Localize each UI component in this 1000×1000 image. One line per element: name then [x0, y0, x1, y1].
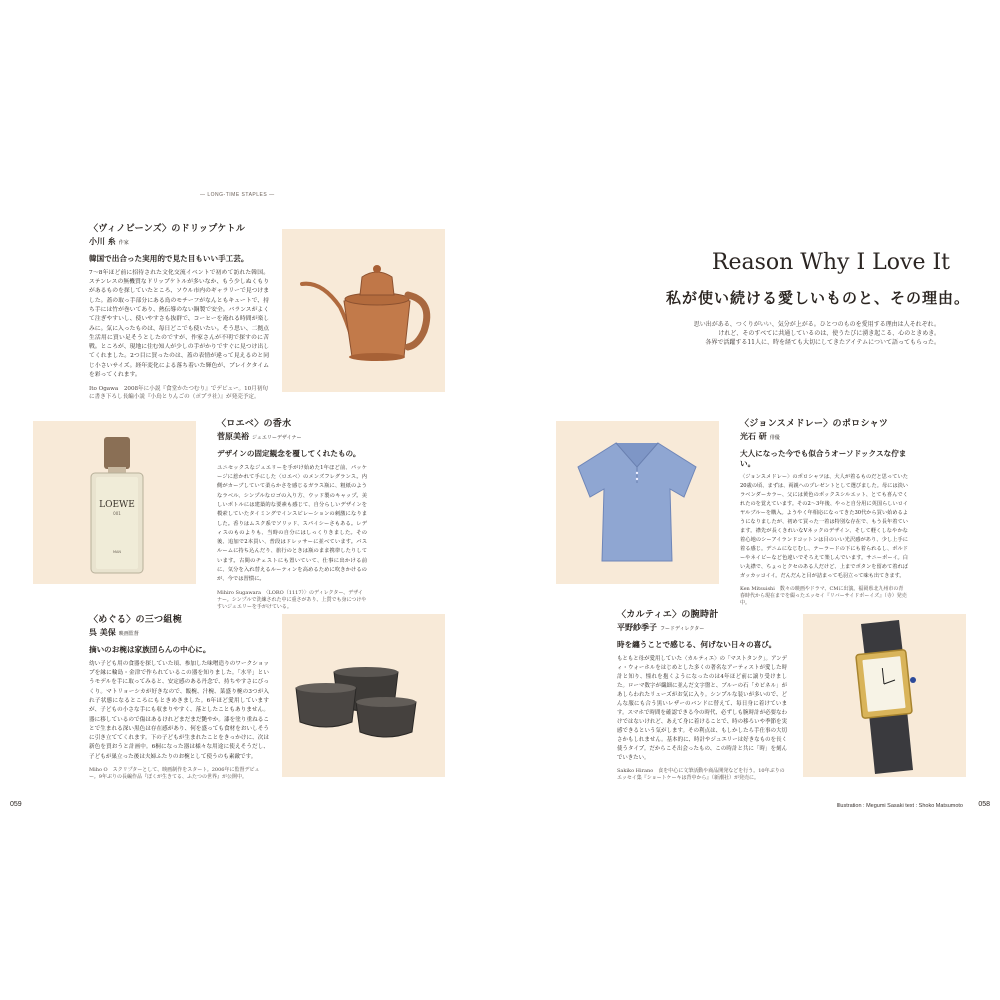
article-polo — [740, 420, 908, 607]
author-profile: Mihiro Sugawara 〈LORO（1117）〉のディレクター、デザイナー。シンプルで洗練された中に重さがあり、上質でも身につけやすいジュエリーを手がけている。 — [217, 589, 367, 610]
author-profile: Miho O スクリプターとして、映画制作をスタート。2006年に監督デビュー。9年ぶりの長編作品『ぼくが生きてる、ふたつの世界』が公開中。 — [89, 767, 260, 781]
perfume-illustration — [33, 421, 196, 584]
author-name: 呉 美保 映画監督 — [89, 626, 139, 637]
article-title: 〈ヴィノピーンズ〉のドリップケトル — [89, 224, 246, 234]
page-number-left: 059 — [10, 801, 22, 808]
article-title: 〈ロエベ〉の香水 — [217, 419, 292, 429]
author-profile: Sakiko Hirano 食を中心に文筆活動や商品開発などを行う。10年ぶりのエッセイ集『ショートケーキは背中から』（新潮社）が発売に。 — [617, 767, 785, 781]
headline-intro: 思い出がある、つくりがいい、気分が上がる。ひとつのものを愛用する理由は人それぞれ。 けれど、そのすべてに共通しているのは、使うたびに湧き起こる、心のときめき。 各界で活躍する11人に、時を経ても大切にしてきたアイテムについて語ってもらった。 — [693, 321, 940, 346]
headline-en: Reason Why I Love It — [711, 250, 950, 275]
article-body: もともと母が愛用していた〈カルティエ〉の「マストタンク」。アンディ・ウォーホルをはじめとした多くの著名なアーティストが愛した時計と知り、憧れを抱くようになったのは4年ほど前に譲り受けました。ローマ数字が繊細に並んだ文字盤と、ブルーの石「カビネル」があしらわれたリューズがお気に入り。シンプルな装いが多いので、どんな服にも合う黒いレザーのバンドに替えて、毎日身に着けています。スマホで時間を確認できる今の時代、必ずしも腕時計が必要なわけではないけれど、あえて身に着けることで、時の移ろいや季節を実感できるという気がします。その利点は、もしかしたら手仕事の大切さかもしれません。基本的に、時計やジュエリーは好きなものを長く使うタイプ。だからこそ出会ったもの、この時計と共に「時」を刻んでいきたい。 — [617, 655, 787, 761]
article-kettle — [89, 225, 269, 401]
article-body: ユニセックスなジュエリーを手がけ始めた1年ほど前、パッケージに惹かれて手にした〈ロエベ〉のメンズフレグランス。内側がカーブしていて柔らかさを感じるガラス瓶に、粗紙のようなラベル、シンプルなロゴの入り方、ウッド製のキャップ。美しいボトルには建築的な要素も感じて、自分らしいデザインを模索していたタイミングでインスピレーションの刺激になりました。香りはムスク系でソリッド、スパイシーさもある。レディスのものよりも、当時の自分にはしっくりきました。その後、追加で2本買い、普段はドレッサーに並べています。バスルームに持ち込んだり、旅行のときは瓶のまま携帯したりしています。古間のチェストにも置いていて、仕事に出かける前に、気分を入れ替えるルーティンを高めるために吹きかけるのが、今では習慣に。 — [217, 464, 367, 583]
author-name: 小川 糸 作家 — [89, 235, 129, 246]
author-profile: Ken Mitsuishi 数々の映画やドラマ、CMに出演。福岡県北九州市の青春時代から現在までを綴ったエッセイ『リバーサイドボーイズ』（寺）発売中。 — [740, 586, 907, 607]
author-role: 作家 — [118, 239, 129, 246]
author-role: フードディレクター — [660, 625, 705, 632]
article-title: 〈めぐる〉の三つ組椀 — [89, 615, 183, 625]
perfume-bottle-icon — [33, 421, 196, 584]
article-perfume — [217, 420, 367, 611]
author-name: 平野紗季子 フードディレクター — [617, 621, 705, 632]
perfume-brand: LOEWE — [99, 500, 135, 510]
author-role: 俳優 — [769, 434, 780, 441]
article-watch — [617, 611, 787, 782]
perfume-small: MAN — [112, 550, 122, 554]
article-body: 7〜8年ほど前に招待された文化交流イベントで初めて訪れた韓国。ステンレスの無機質なドリップケトルが多いなか、もう少しぬくもりがあるものを探していたところ、ソウル市内のギャラリーで見つけました。蓋の取っ手部分にある鳥のモチーフがなんともキュートで、持ち手には竹が巻いてあり、熱伝導のない銅製で安全。バランスがよくて注ぎやすいし、使いやすさも抜群で、コーヒーを淹れる時間が楽しみに。気に入ったものは、毎日どこでも使いたい。そう思い、二拠点生活用に買い足そうとしたのですが、作家さんが不明で探すのに苦戦。ところが、現地に住む知人が少しの手がかりですぐに見つけ出してくれました。2つ目に買ったのは、蓋の表情が違って見えるのと同じ小さいサイズ。経年変化による落ち着いた輝色が、ブレイクタイムを彩ってくれます。 — [89, 269, 269, 379]
author-name: 菅原美裕 ジュエリーデザイナー — [217, 430, 302, 441]
article-lead: 大人になった今でも似合うオーソドックスな佇まい。 — [740, 449, 907, 468]
article-lead: 時を纏うことで感じる、何げない日々の喜び。 — [617, 640, 777, 650]
article-title: 〈カルティエ〉の腕時計 — [617, 610, 719, 620]
bowls-icon — [282, 614, 445, 777]
article-body: 幼い子ども用の食器を探していた頃、参加した味噌造りのワークショップを縁に輪島・金津で作られているこの器を知りました。「水平」というモデルを手に取ってみると、安定感のある丹念で、持ちやすさにびっくり。マトリョーシカが好きなので、飯椀、汁椀、菜盛り椀の3つが入れ子状態になるところにもときめきました。6年ほど愛用していますが、子どもの小さな手にも収まりやすく、落としたこともありません。器に移しているので傷はあるけれどまだまだ艶やか。漆を塗り重ねることで生まれる深い黒色は存在感があり、何を盛っても食材をおいしそうに引き立ててくれます。下の子どもが生まれたことをきっかけに、次は新色を買おうと計画中。6桐になった器は様々な用途に使えそうだし、子どもが巣立った後は夫婦ふたりのお椀として使うのも素敵です。 — [89, 660, 269, 760]
article-lead: デザインの固定観念を覆してくれたもの。 — [217, 449, 361, 459]
article-lead: 韓国で出合った実用的で見た目もいい手工芸。 — [89, 254, 249, 264]
perfume-number: 001 — [113, 511, 121, 516]
article-lead: 摘いのお椀は家族団らんの中心に。 — [89, 645, 211, 655]
author-profile: Ito Ogawa 2008年に小説『食堂かたつむり』でデビュー。10月初旬に書き下ろし長編小説『小鳥とりんごの（ポプラ社）』が発売予定。 — [89, 386, 269, 401]
article-body: 〈ジョンスメドレー〉のポロシャツは、大人が着るものだと思っていた20歳の頃、まずは、両親へのプレゼントとして選びました。母には淡いラベンダーカラー、父には黄色のボックスシルエット、とても喜んでくれたのを覚えています。その2〜3年後、やっと自分用に英国らしいロイヤルブルーを購入。ようやく年相応になってきた30代から買い始めるようになりましたが、初めて買った一着は特別な存在で、もう長年着ています。襟先が長くきれいなVネックのデザイン、そして軽くしなやかな着心地のシーアイランドコットンは目のいい光沢感があり、少し上手に着る感じ。デニムになじむし、テーラードの下にも着られるし、ボルドーやネイビーなど色違いでそろえて楽しんでいます。サニーボーイ。白い丸襟で、ちょっとクセのある人だけど、上までボタンを留めて着ればガッカッコイイ。だんだんと目が詰まって毛羽立って味も出てきます。 — [740, 474, 908, 580]
page-number-right: 058 — [978, 801, 990, 808]
watch-illustration — [803, 614, 966, 777]
article-title: 〈ジョンスメドレー〉のポロシャツ — [740, 419, 889, 429]
article-bowls — [89, 616, 269, 781]
author-name: 光石 研 俳優 — [740, 430, 780, 441]
headline-jp: 私が使い続ける愛しいものと、その理由。 — [665, 289, 970, 307]
polo-illustration — [556, 421, 719, 584]
credits: Illustration : Megumi Sasaki text : Shoko Matsumoto — [836, 803, 963, 809]
kettle-illustration — [282, 229, 445, 392]
watch-icon — [803, 614, 966, 777]
polo-shirt-icon — [556, 421, 719, 584]
author-role: 映画監督 — [118, 630, 139, 637]
kettle-icon — [282, 229, 445, 392]
section-tag: — LONG-TIME STAPLES — — [200, 192, 275, 198]
bowls-illustration — [282, 614, 445, 777]
author-role: ジュエリーデザイナー — [252, 434, 302, 441]
